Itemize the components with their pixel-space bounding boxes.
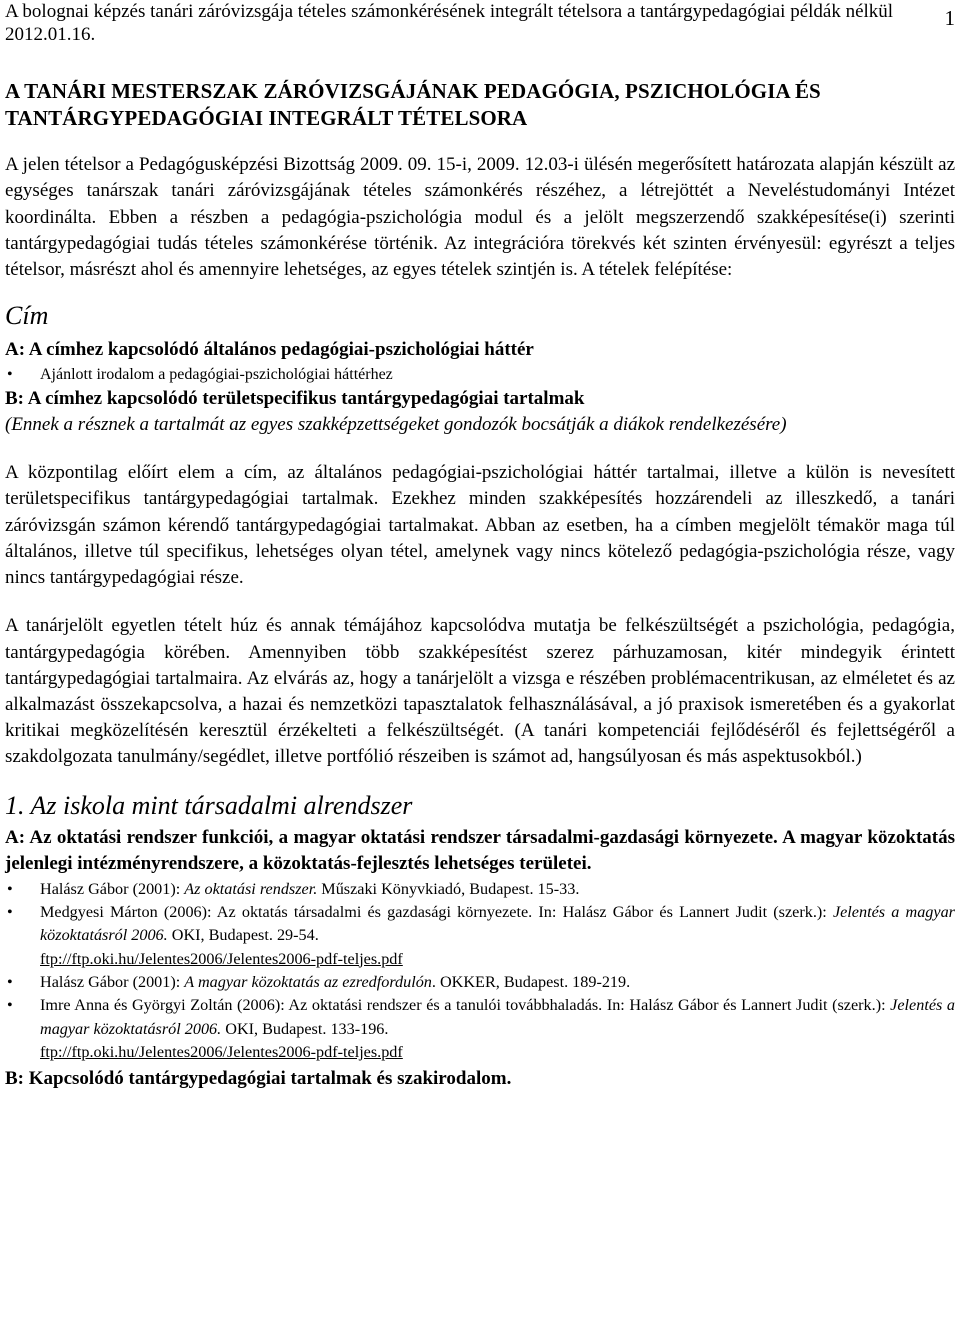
reference-title: Jelentés a magyar közoktatásról 2006. bbox=[40, 902, 955, 945]
reference-text: Imre Anna és Györgyi Zoltán (2006): Az oktatási rendszer és a tanulói továbbhaladás. In: Halász Gábor és Lannert Judit (szerk.): bbox=[40, 996, 891, 1015]
list-item-text: Ajánlott irodalom a pedagógiai-pszichológiai háttérhez bbox=[40, 365, 393, 383]
bullet-icon: • bbox=[7, 996, 13, 1015]
structure-b-heading: B: A címhez kapcsolódó területspecifikus tantárgypedagógiai tartalmak bbox=[5, 387, 585, 409]
reference-item bbox=[5, 994, 955, 1064]
paragraph-central-elements: A központilag előírt elem a cím, az általános pedagógiai-pszichológiai háttér tartalmai, illetve a külön is nevesített területspecifikus tantárgypedagógiai tartalmak. Ezekhez minden szakképesítés hozzárendeli az illeszkedő, a tanári záróvizsgán számon kérendő tantárgypedagógiai tartalmakat. Abban az esetben, ha a címben megjelölt témakör maga túl általános, illetve túl specifikus, lehetséges olyan tétel, amelynek vagy nincs kötelező pedagógia-pszichológia része, vagy nincs tantárgypedagógiai része. bbox=[5, 462, 955, 589]
structure-a-list bbox=[5, 364, 955, 386]
bullet-icon: • bbox=[7, 902, 13, 921]
reference-publisher: Műszaki Könyvkiadó, Budapest. 15-33. bbox=[317, 879, 580, 898]
reference-title: Jelentés a magyar közoktatásról 2006. bbox=[40, 996, 955, 1038]
reference-title: Az oktatási rendszer. bbox=[184, 879, 318, 898]
section-1-a-heading: A: Az oktatási rendszer funkciói, a magyar oktatási rendszer társadalmi-gazdasági környezete. A magyar közoktatás jelenlegi intézményrendszere, a közoktatás-fejlesztés lehetséges területei. bbox=[5, 827, 955, 875]
running-header bbox=[5, 0, 955, 47]
reference-publisher: OKI, Budapest. 29-54. bbox=[167, 926, 319, 945]
reference-item bbox=[5, 971, 955, 994]
intro-paragraph: A jelen tételsor a Pedagógusképzési Bizottság 2009. 09. 15-i, 2009. 12.03-i ülésén megerősített határozata alapján készült az egységes tanárszak tanári záróvizsgájának tételes számonkérés részéhez, a létrejöttét a Neveléstudományi Intézet koordinálta. Ebben a részben a pedagógia-pszichológia modul és a jelölt megszerzendő szakképesítése(i) szerinti tantárgypedagógiai tudás tételes számonkérése történik. Az integrációra törekvés két szinten érvényesül: egyrészt a teljes tételsor, másrészt ahol és amennyire lehetséges, az egyes tételek szintjén is. A tételek felépítése: bbox=[5, 154, 955, 281]
section-1-b-heading: B: Kapcsolódó tantárgypedagógiai tartalmak és szakirodalom. bbox=[5, 1068, 512, 1090]
reference-item bbox=[5, 901, 955, 971]
reference-text: Medgyesi Márton (2006): Az oktatás társadalmi és gazdasági környezete. In: Halász Gábor és Lannert Judit (szerk.): bbox=[40, 902, 833, 921]
reference-item bbox=[5, 878, 955, 901]
document-page bbox=[5, 0, 955, 1092]
bullet-icon: • bbox=[7, 365, 13, 383]
reference-link[interactable]: ftp://ftp.oki.hu/Jelentes2006/Jelentes2006-pdf-teljes.pdf bbox=[40, 949, 403, 968]
structure-b-note: (Ennek a résznek a tartalmát az egyes szakképzettségeket gondozók bocsátják a diákok rendelkezésére) bbox=[5, 413, 787, 435]
reference-text: Halász Gábor (2001): bbox=[40, 879, 185, 898]
reference-link[interactable]: ftp://ftp.oki.hu/Jelentes2006/Jelentes2006-pdf-teljes.pdf bbox=[40, 1042, 403, 1061]
reference-title: A magyar közoktatás az ezredfordulón bbox=[184, 972, 432, 991]
structure-a-heading: A: A címhez kapcsolódó általános pedagógiai-pszichológiai háttér bbox=[5, 339, 534, 361]
reference-publisher: . OKKER, Budapest. 189-219. bbox=[431, 972, 631, 991]
structure-cim-heading: Cím bbox=[5, 301, 49, 331]
paragraph-candidate-task: A tanárjelölt egyetlen tételt húz és annak témájához kapcsolódva mutatja be felkészültségét a pszichológia, pedagógia, tantárgypedagógia körében. Amennyiben több szakképesítést szerez párhuzamosan, kitér mindegyik érintett tantárgypedagógiai tartalmaira. Az elvárás az, hogy a tanárjelölt a vizsga e részében problémacentrikusan, az elméletet és az alkalmazást összekapcsolva, a hazai és nemzetközi tapasztalatok felhasználásával, a jó praxisok ismeretében és a gyakorlat kritikai megközelítésén keresztül érzékelteti a felkészültségét. (A tanári kompetenciái fejlődéséről és fejlettségéről a szakdolgozata tanulmány/segédlet, illetve portfólió részeiben is számot ad, hangsúlyosan és más aspektusokból.) bbox=[5, 615, 955, 768]
document-title: A TANÁRI MESTERSZAK ZÁRÓVIZSGÁJÁNAK PEDAGÓGIA, PSZICHOLÓGIA ÉS TANTÁRGYPEDAGÓGIAI INTEGRÁLT TÉTELSORA bbox=[5, 78, 821, 130]
list-item bbox=[5, 364, 955, 386]
section-1-title: 1. Az iskola mint társadalmi alrendszer bbox=[5, 790, 413, 820]
reference-publisher: OKI, Budapest. 133-196. bbox=[221, 1019, 389, 1038]
section-1-references bbox=[5, 878, 955, 1065]
page-number: 1 bbox=[944, 6, 955, 30]
bullet-icon: • bbox=[7, 879, 13, 898]
header-text: A bolognai képzés tanári záróvizsgája tételes számonkérésének integrált tételsora a tantárgypedagógiai példák nélkül 2012.01.16. bbox=[5, 1, 894, 45]
bullet-icon: • bbox=[7, 972, 13, 991]
reference-text: Halász Gábor (2001): bbox=[40, 972, 185, 991]
